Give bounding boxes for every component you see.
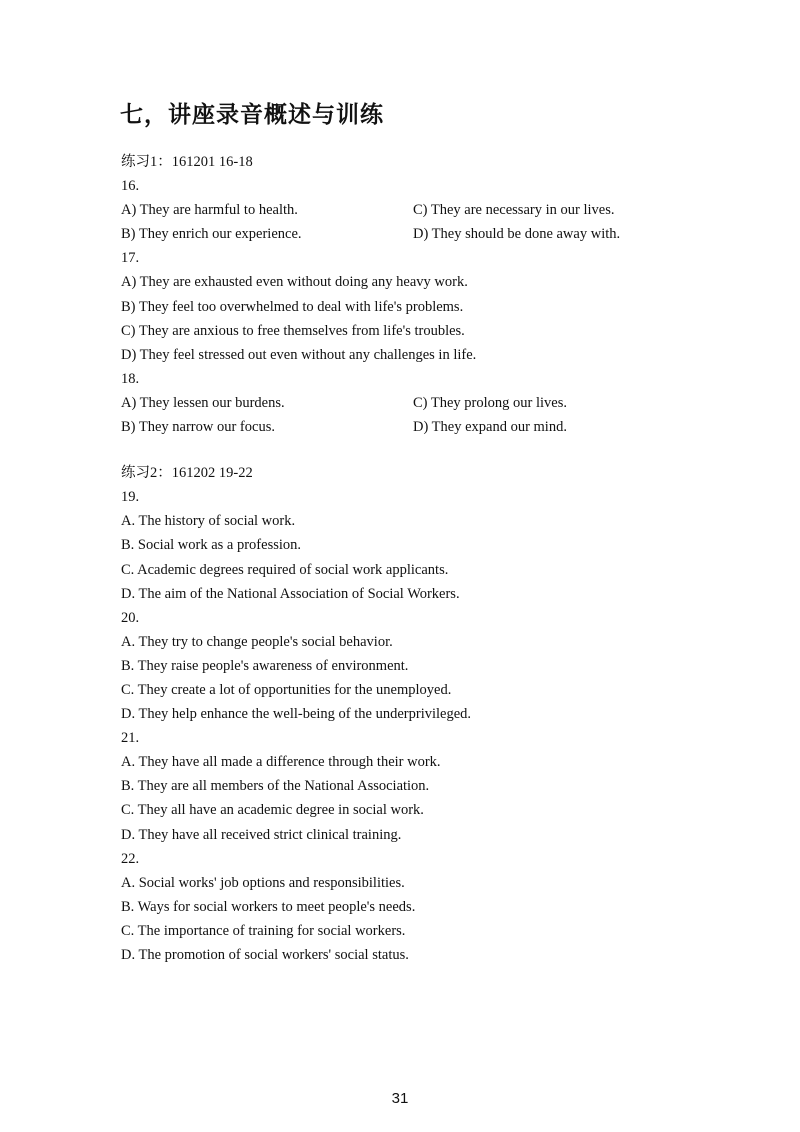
- exercise-2-heading: 练习2：161202 19-22: [121, 465, 253, 482]
- question-18-number: 18.: [121, 370, 140, 387]
- question-20-option-b: B. They raise people's awareness of environment.: [121, 657, 409, 674]
- question-19-option-d: D. The aim of the National Association of Social Workers.: [121, 585, 460, 602]
- question-16-option-c: C) They are necessary in our lives.: [413, 202, 615, 219]
- question-16-number: 16.: [121, 178, 140, 195]
- question-16-options-row-2: [121, 222, 701, 246]
- question-16-option-b: B) They enrich our experience.: [121, 226, 302, 243]
- question-21-option-a: A. They have all made a difference through their work.: [121, 754, 441, 771]
- question-20-number: 20.: [121, 609, 140, 626]
- page-number: 31: [391, 1090, 409, 1107]
- question-18-options-row-2: [121, 415, 701, 439]
- page-content: [121, 150, 701, 967]
- question-18-option-d: D) They expand our mind.: [413, 419, 567, 436]
- question-17-option-d: D) They feel stressed out even without any challenges in life.: [121, 346, 477, 363]
- question-21-number: 21.: [121, 730, 140, 747]
- question-21-option-c: C. They all have an academic degree in social work.: [121, 802, 424, 819]
- question-18-options-row-1: [121, 391, 701, 415]
- question-17-option-c: C) They are anxious to free themselves from life's troubles.: [121, 322, 465, 339]
- question-18-option-a: A) They lessen our burdens.: [121, 394, 285, 411]
- question-16-option-d: D) They should be done away with.: [413, 226, 621, 243]
- question-22-option-c: C. The importance of training for social workers.: [121, 922, 406, 939]
- question-19-option-b: B. Social work as a profession.: [121, 537, 302, 554]
- question-18-option-c: C) They prolong our lives.: [413, 394, 567, 411]
- question-17-option-a: A) They are exhausted even without doing any heavy work.: [121, 274, 468, 291]
- question-16-options-row-1: [121, 198, 701, 222]
- question-21-option-b: B. They are all members of the National Association.: [121, 778, 430, 795]
- question-18-option-b: B) They narrow our focus.: [121, 419, 275, 436]
- page-title: 七，讲座录音概述与训练: [120, 102, 384, 127]
- question-16-option-a: A) They are harmful to health.: [121, 202, 298, 219]
- question-20-option-a: A. They try to change people's social behavior.: [121, 633, 393, 650]
- question-19-option-c: C. Academic degrees required of social work applicants.: [121, 561, 449, 578]
- question-21-option-d: D. They have all received strict clinical training.: [121, 826, 402, 843]
- question-22-option-a: A. Social works' job options and responsibilities.: [121, 874, 405, 891]
- question-22-number: 22.: [121, 850, 140, 867]
- question-20-option-c: C. They create a lot of opportunities for the unemployed.: [121, 681, 452, 698]
- question-19-option-a: A. The history of social work.: [121, 513, 296, 530]
- question-17-option-b: B) They feel too overwhelmed to deal with life's problems.: [121, 298, 464, 315]
- question-22-option-d: D. The promotion of social workers' social status.: [121, 947, 409, 963]
- question-22-option-b: B. Ways for social workers to meet people's needs.: [121, 898, 416, 915]
- question-17-number: 17.: [121, 250, 140, 267]
- question-19-number: 19.: [121, 489, 140, 506]
- question-20-option-d: D. They help enhance the well-being of the underprivileged.: [121, 706, 472, 723]
- section-spacer: [121, 439, 701, 461]
- exercise-1-heading: 练习1：161201 16-18: [121, 154, 253, 170]
